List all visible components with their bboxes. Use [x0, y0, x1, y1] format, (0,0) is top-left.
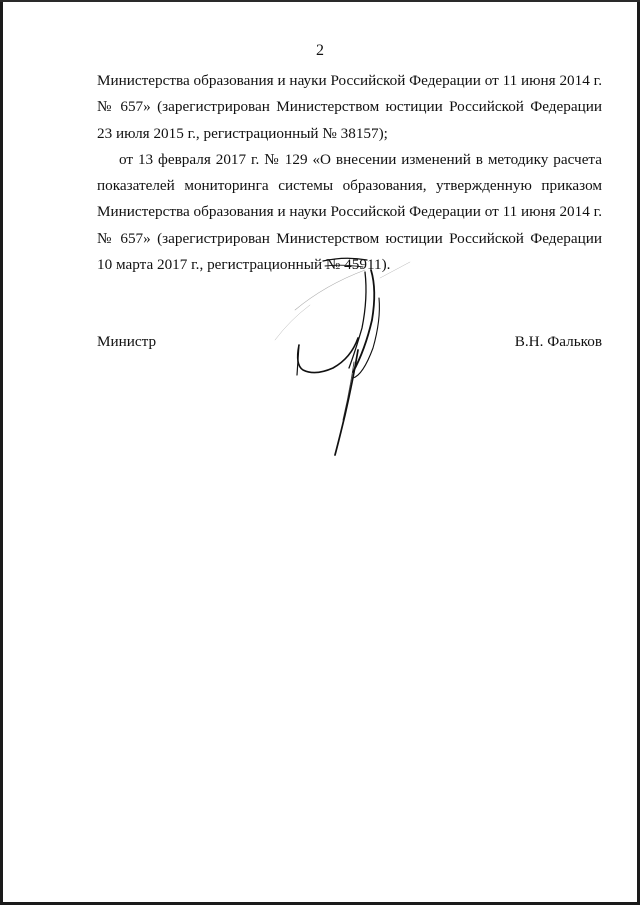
text-line: от 13 февраля 2017 г. № 129 «О внесении изменений в методику расчета	[119, 150, 602, 168]
text-line: 23 июля 2015 г., регистрационный № 38157);	[97, 124, 388, 142]
text-line: 10 марта 2017 г., регистрационный № 45911).	[97, 256, 391, 274]
signatory-name: В.Н. Фальков	[514, 333, 602, 350]
scan-edge-top	[0, 0, 640, 2]
text-line: № 657» (зарегистрирован Министерством юстиции Российской Федерации	[97, 98, 602, 116]
text-line: № 657» (зарегистрирован Министерством юстиции Российской Федерации	[97, 229, 602, 247]
page-number: 2	[316, 42, 324, 59]
handwritten-signature	[255, 250, 425, 465]
paragraph-1	[97, 68, 602, 147]
text-line: показателей мониторинга системы образования, утвержденную приказом	[97, 177, 602, 195]
scan-edge-left	[0, 0, 3, 905]
text-line: Министерства образования и науки Российской Федерации от 11 июня 2014 г.	[97, 203, 602, 221]
signatory-title: Министр	[97, 333, 157, 350]
document-body	[97, 68, 602, 278]
text-line: Министерства образования и науки Российской Федерации от 11 июня 2014 г.	[97, 72, 602, 89]
